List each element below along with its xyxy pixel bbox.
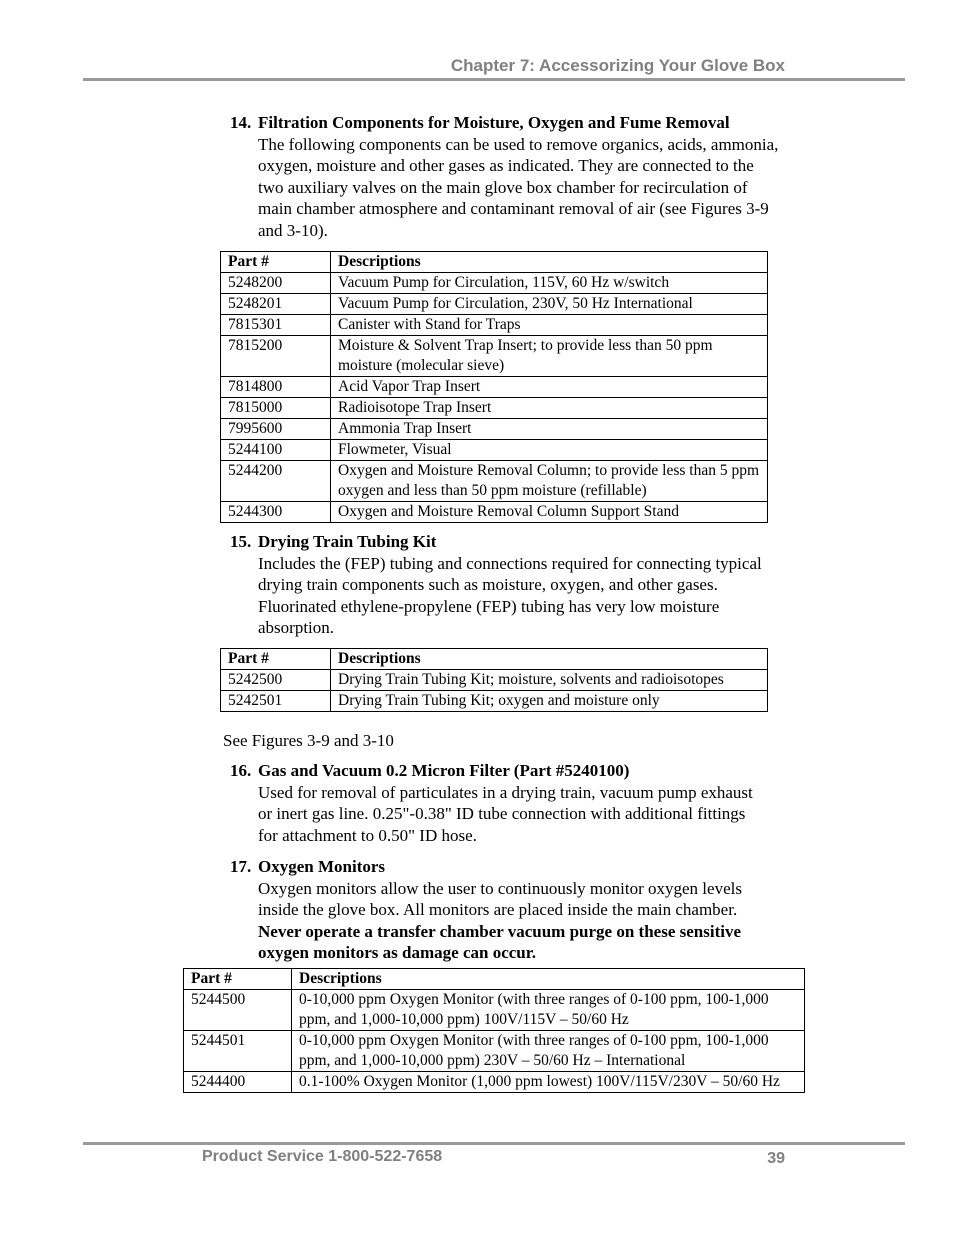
column-header-description: Descriptions bbox=[331, 252, 768, 273]
filtration-parts-table bbox=[220, 251, 768, 523]
oxygen-monitor-parts-table bbox=[183, 968, 805, 1093]
chapter-title: Chapter 7: Accessorizing Your Glove Box bbox=[450, 56, 785, 75]
table-row bbox=[221, 419, 768, 440]
description-cell: Drying Train Tubing Kit; oxygen and moisture only bbox=[331, 691, 768, 712]
table-row bbox=[221, 398, 768, 419]
description-cell: Drying Train Tubing Kit; moisture, solvents and radioisotopes bbox=[331, 670, 768, 691]
table-row bbox=[221, 336, 768, 377]
table-row bbox=[221, 691, 768, 712]
section-title: Drying Train Tubing Kit bbox=[258, 532, 437, 551]
part-number-cell: 5244300 bbox=[221, 502, 331, 523]
description-cell: Moisture & Solvent Trap Insert; to provide less than 50 ppm moisture (molecular sieve) bbox=[331, 336, 768, 377]
section-title: Oxygen Monitors bbox=[258, 857, 386, 876]
table-row bbox=[221, 440, 768, 461]
description-cell: Acid Vapor Trap Insert bbox=[331, 377, 768, 398]
description-cell: Canister with Stand for Traps bbox=[331, 315, 768, 336]
section-14-body: The following components can be used to remove organics, acids, ammonia, oxygen, moisture and other gases as indicated. They are connected to the two auxiliary valves on the main glove box chamber for recirculation of main chamber atmosphere and contaminant removal of air (see Figures 3-9 and 3-10). bbox=[258, 134, 779, 240]
warning-text: Never operate a transfer chamber vacuum purge on these sensitive oxygen monitors as damage can occur. bbox=[258, 921, 742, 963]
part-number-cell: 5244500 bbox=[184, 990, 292, 1031]
drying-kit-parts-table bbox=[220, 648, 768, 712]
description-cell: Oxygen and Moisture Removal Column; to provide less than 5 ppm oxygen and less than 50 ppm moisture (refillable) bbox=[331, 461, 768, 502]
part-number-cell: 5244400 bbox=[184, 1072, 292, 1093]
section-16-body: Used for removal of particulates in a drying train, vacuum pump exhaust or inert gas line. 0.25"-0.38" ID tube connection with additional fittings for attachment to 0.50" ID hose. bbox=[258, 782, 753, 845]
page-number: 39 bbox=[767, 1150, 785, 1167]
description-cell: Ammonia Trap Insert bbox=[331, 419, 768, 440]
description-cell: Vacuum Pump for Circulation, 115V, 60 Hz w/switch bbox=[331, 273, 768, 294]
description-cell: 0.1-100% Oxygen Monitor (1,000 ppm lowest) 100V/115V/230V – 50/60 Hz bbox=[292, 1072, 805, 1093]
product-service-phone: Product Service 1-800-522-7658 bbox=[202, 1148, 443, 1165]
section-17-body-text: Oxygen monitors allow the user to continuously monitor oxygen levels inside the glove box. All monitors are placed inside the main chamber. bbox=[258, 878, 742, 920]
table-row bbox=[221, 502, 768, 523]
table-header-row bbox=[184, 969, 805, 990]
section-number: 14. bbox=[230, 113, 252, 132]
section-14-heading bbox=[230, 112, 790, 134]
description-cell: Radioisotope Trap Insert bbox=[331, 398, 768, 419]
section-title: Filtration Components for Moisture, Oxygen and Fume Removal bbox=[258, 113, 730, 132]
section-number: 15. bbox=[230, 532, 252, 551]
table-header-row bbox=[221, 252, 768, 273]
section-16 bbox=[230, 760, 790, 846]
part-number-cell: 5244501 bbox=[184, 1031, 292, 1072]
section-17 bbox=[230, 856, 790, 964]
part-number-cell: 7815200 bbox=[221, 336, 331, 377]
column-header-description: Descriptions bbox=[292, 969, 805, 990]
section-title: Gas and Vacuum 0.2 Micron Filter (Part #5240100) bbox=[258, 761, 630, 780]
section-15-body: Includes the (FEP) tubing and connections required for connecting typical drying train components such as moisture, oxygen, and other gases. Fluorinated ethylene-propylene (FEP) tubing has very low moisture absorption. bbox=[258, 553, 762, 638]
part-number-cell: 7815301 bbox=[221, 315, 331, 336]
part-number-cell: 5244200 bbox=[221, 461, 331, 502]
table-row bbox=[221, 461, 768, 502]
table-header-row bbox=[221, 649, 768, 670]
table-row bbox=[221, 315, 768, 336]
section-17-heading bbox=[230, 856, 790, 878]
figures-note: See Figures 3-9 and 3-10 bbox=[223, 731, 394, 750]
table-row bbox=[184, 1072, 805, 1093]
table-row bbox=[184, 1031, 805, 1072]
table-row bbox=[221, 294, 768, 315]
section-number: 16. bbox=[230, 761, 252, 780]
footer-rule bbox=[83, 1142, 905, 1145]
column-header-description: Descriptions bbox=[331, 649, 768, 670]
description-cell: Oxygen and Moisture Removal Column Support Stand bbox=[331, 502, 768, 523]
header-rule bbox=[83, 78, 905, 81]
table-row bbox=[221, 377, 768, 398]
description-cell: Vacuum Pump for Circulation, 230V, 50 Hz International bbox=[331, 294, 768, 315]
column-header-part: Part # bbox=[221, 252, 331, 273]
part-number-cell: 5242500 bbox=[221, 670, 331, 691]
description-cell: 0-10,000 ppm Oxygen Monitor (with three ranges of 0-100 ppm, 100-1,000 ppm, and 1,000-10,000 ppm) 100V/115V – 50/60 Hz bbox=[292, 990, 805, 1031]
part-number-cell: 5244100 bbox=[221, 440, 331, 461]
part-number-cell: 5242501 bbox=[221, 691, 331, 712]
section-14 bbox=[230, 112, 790, 242]
part-number-cell: 7815000 bbox=[221, 398, 331, 419]
section-number: 17. bbox=[230, 857, 252, 876]
table-row bbox=[221, 273, 768, 294]
table-row bbox=[184, 990, 805, 1031]
section-17-body bbox=[230, 878, 778, 964]
description-cell: Flowmeter, Visual bbox=[331, 440, 768, 461]
part-number-cell: 7814800 bbox=[221, 377, 331, 398]
column-header-part: Part # bbox=[184, 969, 292, 990]
part-number-cell: 5248201 bbox=[221, 294, 331, 315]
section-15 bbox=[230, 531, 790, 639]
section-15-heading bbox=[230, 531, 790, 553]
section-16-heading bbox=[230, 760, 790, 782]
description-cell: 0-10,000 ppm Oxygen Monitor (with three ranges of 0-100 ppm, 100-1,000 ppm, and 1,000-10,000 ppm) 230V – 50/60 Hz – International bbox=[292, 1031, 805, 1072]
part-number-cell: 7995600 bbox=[221, 419, 331, 440]
table-row bbox=[221, 670, 768, 691]
part-number-cell: 5248200 bbox=[221, 273, 331, 294]
column-header-part: Part # bbox=[221, 649, 331, 670]
